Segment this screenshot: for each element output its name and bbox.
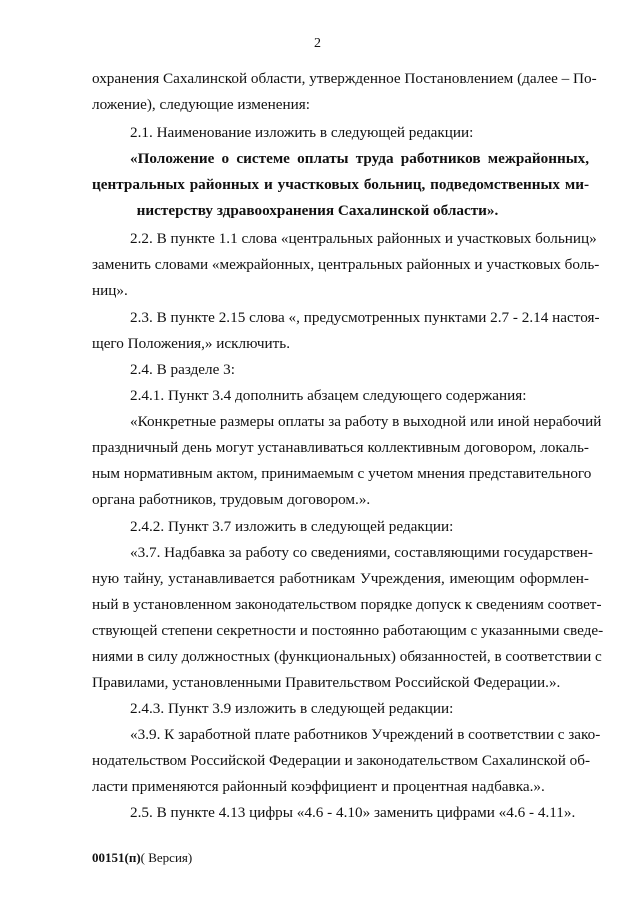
paragraph-line: 2.1. Наименование изложить в следующей редакции: <box>130 124 474 141</box>
document-code: 00151(п) <box>92 850 141 865</box>
paragraph-line: 2.2. В пункте 1.1 слова «центральных районных и участковых больниц» <box>130 230 597 247</box>
paragraph-line: щего Положения,» исключить. <box>92 335 291 352</box>
paragraph-line: заменить словами «межрайонных, центральных районных и участковых боль- <box>92 256 600 273</box>
paragraph-line: ласти применяются районный коэффициент и процентная надбавка.». <box>92 778 545 795</box>
paragraph-line: органа работников, трудовым договором.». <box>92 491 371 508</box>
paragraph-line: ниями в силу должностных (функциональных) обязанностей, в соответствии с <box>92 648 602 665</box>
paragraph-line: «Конкретные размеры оплаты за работу в выходной или иной нерабочий <box>130 413 602 430</box>
paragraph-line: ниц». <box>92 282 128 299</box>
paragraph-line: ную тайну, устанавливается работникам Учреждения, имеющим оформлен- <box>92 570 589 587</box>
paragraph-line: 2.5. В пункте 4.13 цифры «4.6 - 4.10» заменить цифрами «4.6 - 4.11». <box>130 804 576 821</box>
document-footer <box>92 850 192 866</box>
paragraph-line: ствующей степени секретности и постоянно работающим с указанными сведе- <box>92 622 604 639</box>
paragraph-line: 2.4. В разделе 3: <box>130 361 235 378</box>
paragraph-line: 2.3. В пункте 2.15 слова «, предусмотренных пунктами 2.7 - 2.14 настоя- <box>130 309 600 326</box>
heading-line: нистерству здравоохранения Сахалинской области». <box>136 202 499 219</box>
paragraph-line: ный в установленном законодательством порядке допуск к сведениям соответ- <box>92 596 602 613</box>
heading-line: центральных районных и участковых больниц, подведомственных ми- <box>92 176 589 193</box>
page-number: 2 <box>314 36 321 51</box>
document-version: ( Версия) <box>140 850 193 865</box>
paragraph-line: 2.4.3. Пункт 3.9 изложить в следующей редакции: <box>130 700 454 717</box>
paragraph-line: нодательством Российской Федерации и законодательством Сахалинской об- <box>92 752 591 769</box>
paragraph-line: ложение), следующие изменения: <box>92 96 310 113</box>
paragraph-line: «3.7. Надбавка за работу со сведениями, составляющими государствен- <box>130 544 593 561</box>
paragraph-line: праздничный день могут устанавливаться коллективным договором, локаль- <box>92 439 589 456</box>
paragraph-line: Правилами, установленными Правительством Российской Федерации.». <box>92 674 561 691</box>
paragraph-line: 2.4.1. Пункт 3.4 дополнить абзацем следующего содержания: <box>130 387 527 404</box>
paragraph-line: «3.9. К заработной плате работников Учреждений в соответствии с зако- <box>130 726 601 743</box>
heading-line: «Положение о системе оплаты труда работников межрайонных, <box>130 150 589 167</box>
paragraph-line: охранения Сахалинской области, утвержденное Постановлением (далее – По- <box>92 70 597 87</box>
paragraph-line: 2.4.2. Пункт 3.7 изложить в следующей редакции: <box>130 518 454 535</box>
paragraph-line: ным нормативным актом, принимаемым с учетом мнения представительного <box>92 465 592 482</box>
